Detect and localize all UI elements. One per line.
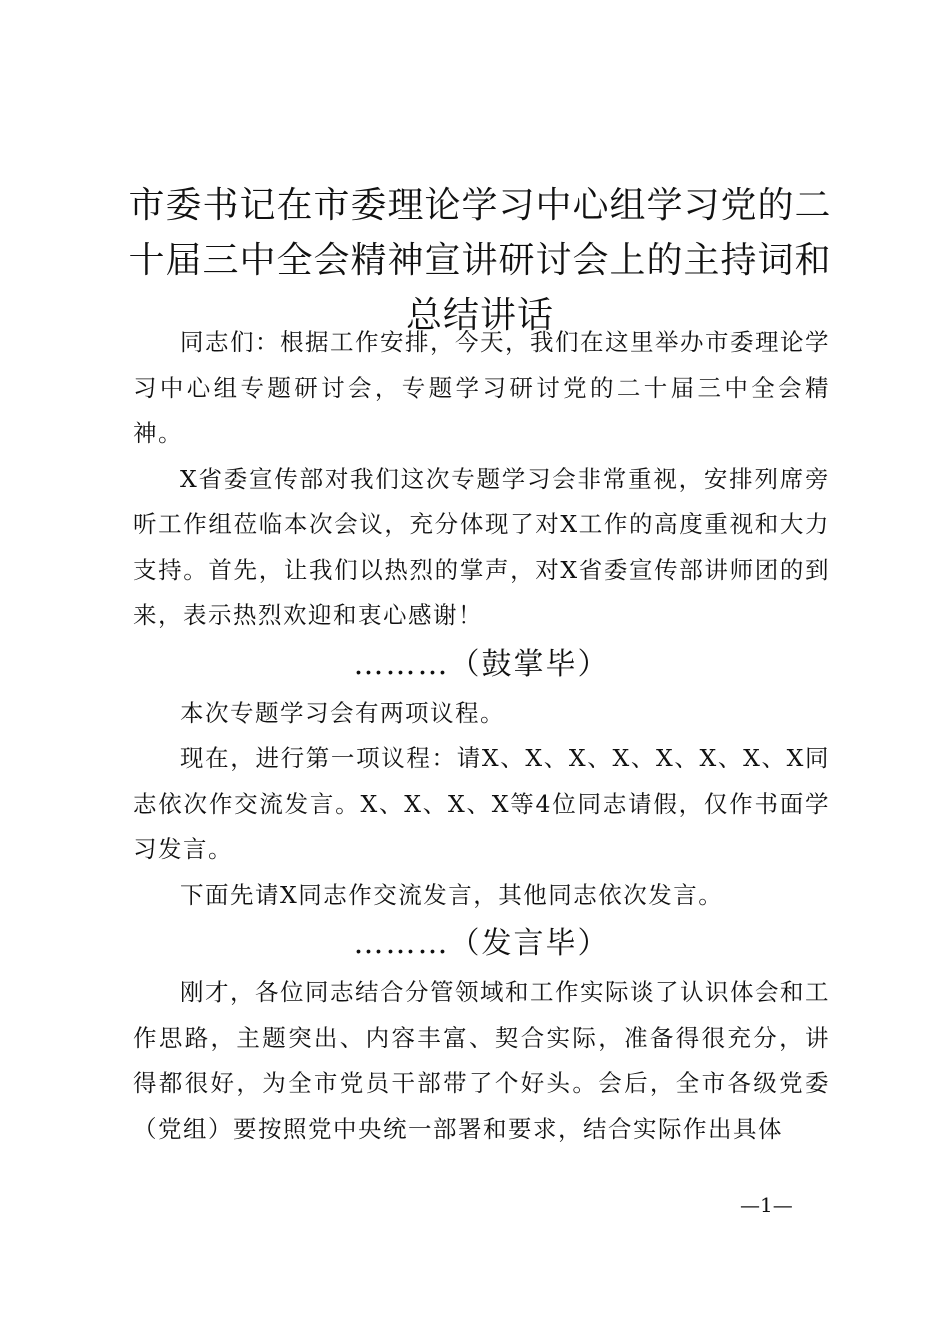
paragraph-greeting: 同志们：根据工作安排，今天，我们在这里举办市委理论学习中心组专题研讨会，专题学习研讨党的二十届三中全会精神。 (133, 328, 830, 447)
paragraph-first-item: 现在，进行第一项议程：请X、X、X、X、X、X、X、X同志依次作交流发言。X、X、X、X等4位同志请假，仅作书面学习发言。 (133, 744, 830, 863)
applause-note: ………（鼓掌毕） (353, 646, 610, 682)
paragraph-speaker-order: 下面先请X同志作交流发言，其他同志依次发言。 (180, 880, 724, 909)
paragraph-welcome: X省委宣传部对我们这次专题学习会非常重视，安排列席旁听工作组莅临本次会议，充分体现了对X工作的高度重视和大力支持。首先，让我们以热烈的掌声，对X省委宣传部讲师团的到来，表示热烈欢迎和衷心感谢！ (133, 464, 830, 629)
document-title: 市委书记在市委理论学习中心组学习党的二十届三中全会精神宣讲研讨会上的主持词和总结讲话 (128, 185, 832, 336)
paragraph-summary: 刚才，各位同志结合分管领域和工作实际谈了认识体会和工作思路，主题突出、内容丰富、契合实际，准备得很充分，讲得都很好，为全市党员干部带了个好头。会后，全市各级党委（党组）要按照党中央统一部署和要求，结合实际作出具体 (133, 978, 830, 1143)
speech-end-note: ………（发言毕） (353, 926, 610, 961)
document-body (133, 320, 830, 1152)
paragraph-agenda: 本次专题学习会有两项议程。 (180, 698, 505, 727)
page-number: —1— (740, 1193, 793, 1217)
